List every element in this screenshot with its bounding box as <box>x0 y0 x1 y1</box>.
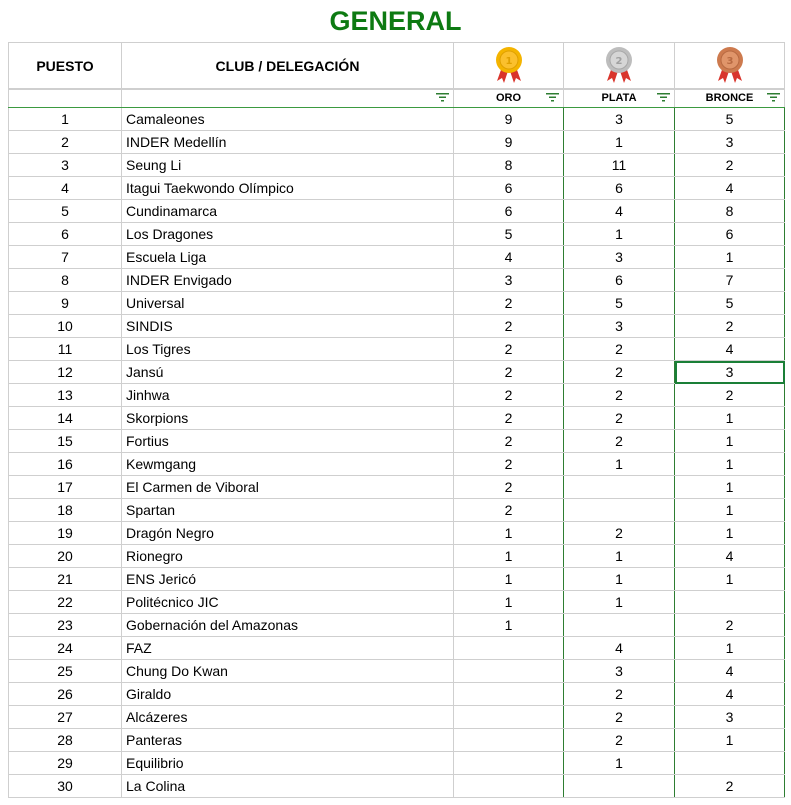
gold-count-cell[interactable]: 6 <box>454 177 564 200</box>
club-cell[interactable]: Rionegro <box>122 545 454 568</box>
rank-cell[interactable]: 9 <box>9 292 122 315</box>
rank-cell[interactable]: 18 <box>9 499 122 522</box>
table-row <box>9 407 785 430</box>
gold-count-cell[interactable]: 2 <box>454 407 564 430</box>
club-cell[interactable]: Cundinamarca <box>122 200 454 223</box>
silver-count-cell[interactable] <box>564 775 675 798</box>
silver-count-cell[interactable] <box>564 614 675 637</box>
rank-cell[interactable]: 28 <box>9 729 122 752</box>
silver-count-cell[interactable]: 6 <box>564 269 675 292</box>
silver-count-cell[interactable]: 1 <box>564 131 675 154</box>
gold-count-cell[interactable]: 1 <box>454 614 564 637</box>
club-cell[interactable]: Seung Li <box>122 154 454 177</box>
gold-count-cell[interactable] <box>454 752 564 775</box>
bronze-count-cell[interactable]: 1 <box>675 476 785 499</box>
rank-cell[interactable]: 21 <box>9 568 122 591</box>
silver-count-cell[interactable]: 2 <box>564 384 675 407</box>
bronze-count-cell[interactable]: 2 <box>675 315 785 338</box>
club-cell[interactable]: Spartan <box>122 499 454 522</box>
table-row <box>9 315 785 338</box>
bronze-count-cell[interactable]: 2 <box>675 614 785 637</box>
rank-cell[interactable]: 26 <box>9 683 122 706</box>
rank-header: PUESTO <box>9 43 122 90</box>
silver-count-cell[interactable]: 2 <box>564 338 675 361</box>
gold-medal-icon <box>491 45 527 85</box>
rank-cell[interactable]: 23 <box>9 614 122 637</box>
club-cell[interactable]: Itagui Taekwondo Olímpico <box>122 177 454 200</box>
gold-count-cell[interactable] <box>454 660 564 683</box>
filter-icon[interactable] <box>767 92 780 102</box>
silver-medal-header <box>564 43 675 90</box>
table-row <box>9 154 785 177</box>
bronze-count-cell[interactable]: 2 <box>675 775 785 798</box>
club-cell[interactable]: El Carmen de Viboral <box>122 476 454 499</box>
silver-count-cell[interactable]: 4 <box>564 637 675 660</box>
table-row <box>9 269 785 292</box>
gold-count-cell[interactable] <box>454 729 564 752</box>
rank-cell[interactable]: 16 <box>9 453 122 476</box>
gold-count-cell[interactable]: 2 <box>454 384 564 407</box>
bronze-count-cell[interactable]: 4 <box>675 545 785 568</box>
club-cell[interactable]: Fortius <box>122 430 454 453</box>
club-cell[interactable]: Equilibrio <box>122 752 454 775</box>
club-cell[interactable]: ENS Jericó <box>122 568 454 591</box>
rank-cell[interactable]: 3 <box>9 154 122 177</box>
gold-count-cell[interactable]: 1 <box>454 591 564 614</box>
club-cell[interactable]: Politécnico JIC <box>122 591 454 614</box>
gold-count-cell[interactable] <box>454 706 564 729</box>
table-row <box>9 131 785 154</box>
rank-cell[interactable]: 5 <box>9 200 122 223</box>
rank-cell[interactable]: 4 <box>9 177 122 200</box>
table-row <box>9 430 785 453</box>
table-row <box>9 729 785 752</box>
gold-count-cell[interactable]: 5 <box>454 223 564 246</box>
silver-count-cell[interactable]: 2 <box>564 522 675 545</box>
gold-count-cell[interactable]: 2 <box>454 361 564 384</box>
bronze-column-label: BRONCE <box>705 92 754 104</box>
rank-cell[interactable]: 1 <box>9 108 122 131</box>
rank-cell[interactable]: 29 <box>9 752 122 775</box>
gold-count-cell[interactable]: 9 <box>454 108 564 131</box>
rank-cell[interactable]: 22 <box>9 591 122 614</box>
silver-count-cell[interactable]: 11 <box>564 154 675 177</box>
bronze-count-cell[interactable]: 1 <box>675 568 785 591</box>
bronze-count-cell[interactable]: 7 <box>675 269 785 292</box>
svg-text:2: 2 <box>615 55 623 67</box>
silver-count-cell[interactable]: 1 <box>564 591 675 614</box>
filter-icon[interactable] <box>546 92 559 102</box>
rank-cell[interactable]: 14 <box>9 407 122 430</box>
club-cell[interactable]: Los Tigres <box>122 338 454 361</box>
bronze-count-cell[interactable]: 4 <box>675 177 785 200</box>
club-cell[interactable]: Panteras <box>122 729 454 752</box>
club-cell[interactable]: Giraldo <box>122 683 454 706</box>
table-row <box>9 706 785 729</box>
table-row <box>9 292 785 315</box>
silver-count-cell[interactable]: 3 <box>564 246 675 269</box>
gold-count-cell[interactable]: 2 <box>454 338 564 361</box>
silver-count-cell[interactable]: 3 <box>564 660 675 683</box>
table-row <box>9 660 785 683</box>
silver-count-cell[interactable]: 1 <box>564 545 675 568</box>
table-row <box>9 338 785 361</box>
club-cell[interactable]: Alcázeres <box>122 706 454 729</box>
table-row <box>9 591 785 614</box>
bronze-count-cell[interactable]: 1 <box>675 246 785 269</box>
rank-cell[interactable]: 8 <box>9 269 122 292</box>
gold-count-cell[interactable]: 1 <box>454 522 564 545</box>
club-cell[interactable]: Gobernación del Amazonas <box>122 614 454 637</box>
club-cell[interactable]: Chung Do Kwan <box>122 660 454 683</box>
club-cell[interactable]: Jansú <box>122 361 454 384</box>
silver-count-cell[interactable]: 4 <box>564 200 675 223</box>
bronze-count-cell[interactable]: 1 <box>675 453 785 476</box>
gold-count-cell[interactable]: 4 <box>454 246 564 269</box>
rank-cell[interactable]: 30 <box>9 775 122 798</box>
bronze-count-cell[interactable]: 4 <box>675 660 785 683</box>
rank-cell[interactable]: 7 <box>9 246 122 269</box>
bronze-medal-header <box>675 43 785 90</box>
bronze-count-cell[interactable]: 5 <box>675 292 785 315</box>
table-row <box>9 108 785 131</box>
table-row <box>9 568 785 591</box>
bronze-count-cell[interactable]: 4 <box>675 338 785 361</box>
table-row <box>9 200 785 223</box>
gold-count-cell[interactable]: 2 <box>454 315 564 338</box>
club-cell[interactable]: Camaleones <box>122 108 454 131</box>
rank-cell[interactable]: 17 <box>9 476 122 499</box>
bronze-count-cell[interactable]: 5 <box>675 108 785 131</box>
club-cell[interactable]: Skorpions <box>122 407 454 430</box>
gold-count-cell[interactable]: 1 <box>454 568 564 591</box>
table-row <box>9 476 785 499</box>
gold-medal-header <box>454 43 564 90</box>
table-row <box>9 522 785 545</box>
rank-cell[interactable]: 24 <box>9 637 122 660</box>
silver-count-cell[interactable] <box>564 476 675 499</box>
table-row <box>9 545 785 568</box>
bronze-filter-cell[interactable] <box>675 89 785 108</box>
club-cell[interactable]: Universal <box>122 292 454 315</box>
gold-count-cell[interactable] <box>454 775 564 798</box>
club-cell[interactable]: SINDIS <box>122 315 454 338</box>
gold-count-cell[interactable]: 9 <box>454 131 564 154</box>
bronze-medal-icon <box>712 45 748 85</box>
gold-column-label: ORO <box>495 92 522 104</box>
bronze-count-cell[interactable]: 4 <box>675 683 785 706</box>
silver-column-label: PLATA <box>601 92 637 104</box>
gold-count-cell[interactable]: 6 <box>454 200 564 223</box>
club-cell[interactable]: INDER Envigado <box>122 269 454 292</box>
bronze-count-cell[interactable]: 3 <box>675 131 785 154</box>
club-cell[interactable]: Los Dragones <box>122 223 454 246</box>
gold-filter-cell[interactable] <box>454 89 564 108</box>
table-row <box>9 637 785 660</box>
table-row <box>9 361 785 384</box>
filter-row <box>9 89 785 108</box>
gold-count-cell[interactable] <box>454 683 564 706</box>
table-row <box>9 246 785 269</box>
silver-count-cell[interactable]: 6 <box>564 177 675 200</box>
filter-icon[interactable] <box>657 92 670 102</box>
table-row <box>9 499 785 522</box>
silver-count-cell[interactable]: 2 <box>564 683 675 706</box>
bronze-count-cell[interactable]: 3 <box>675 706 785 729</box>
gold-count-cell[interactable]: 2 <box>454 292 564 315</box>
svg-text:1: 1 <box>505 55 512 67</box>
rank-cell[interactable]: 11 <box>9 338 122 361</box>
club-header: CLUB / DELEGACIÓN <box>122 43 454 90</box>
rank-cell[interactable]: 27 <box>9 706 122 729</box>
club-cell[interactable]: Kewmgang <box>122 453 454 476</box>
rank-cell[interactable]: 25 <box>9 660 122 683</box>
rank-filter-cell <box>9 89 122 108</box>
gold-count-cell[interactable]: 2 <box>454 499 564 522</box>
silver-count-cell[interactable]: 1 <box>564 223 675 246</box>
silver-count-cell[interactable]: 2 <box>564 706 675 729</box>
club-cell[interactable]: FAZ <box>122 637 454 660</box>
gold-count-cell[interactable]: 2 <box>454 430 564 453</box>
club-cell[interactable]: Dragón Negro <box>122 522 454 545</box>
club-cell[interactable]: Escuela Liga <box>122 246 454 269</box>
rank-cell[interactable]: 10 <box>9 315 122 338</box>
rank-cell[interactable]: 15 <box>9 430 122 453</box>
bronze-count-cell[interactable]: 2 <box>675 154 785 177</box>
table-row <box>9 775 785 798</box>
bronze-count-cell[interactable]: 1 <box>675 637 785 660</box>
table-row <box>9 752 785 775</box>
silver-count-cell[interactable]: 2 <box>564 729 675 752</box>
table-row <box>9 453 785 476</box>
bronze-count-cell[interactable]: 1 <box>675 522 785 545</box>
gold-count-cell[interactable]: 3 <box>454 269 564 292</box>
rank-cell[interactable]: 12 <box>9 361 122 384</box>
bronze-count-cell[interactable] <box>675 591 785 614</box>
table-row <box>9 223 785 246</box>
silver-count-cell[interactable]: 1 <box>564 453 675 476</box>
svg-text:3: 3 <box>726 55 733 67</box>
bronze-count-cell[interactable]: 2 <box>675 384 785 407</box>
bronze-count-cell[interactable] <box>675 752 785 775</box>
rank-cell[interactable]: 13 <box>9 384 122 407</box>
table-row <box>9 177 785 200</box>
club-cell[interactable]: Jinhwa <box>122 384 454 407</box>
silver-count-cell[interactable]: 2 <box>564 407 675 430</box>
silver-count-cell[interactable]: 5 <box>564 292 675 315</box>
club-cell[interactable]: INDER Medellín <box>122 131 454 154</box>
silver-filter-cell[interactable] <box>564 89 675 108</box>
table-row <box>9 614 785 637</box>
bronze-count-cell[interactable]: 6 <box>675 223 785 246</box>
bronze-count-cell[interactable]: 1 <box>675 407 785 430</box>
silver-count-cell[interactable]: 2 <box>564 361 675 384</box>
bronze-count-cell[interactable]: 1 <box>675 499 785 522</box>
gold-count-cell[interactable]: 1 <box>454 545 564 568</box>
gold-count-cell[interactable]: 2 <box>454 476 564 499</box>
gold-count-cell[interactable]: 2 <box>454 453 564 476</box>
gold-count-cell[interactable]: 8 <box>454 154 564 177</box>
standings-table <box>8 88 785 798</box>
bronze-count-cell[interactable]: 1 <box>675 729 785 752</box>
club-filter-cell[interactable] <box>122 89 454 108</box>
table-row <box>9 683 785 706</box>
header-table <box>8 42 785 90</box>
rank-cell[interactable]: 20 <box>9 545 122 568</box>
table-row <box>9 384 785 407</box>
rank-cell[interactable]: 6 <box>9 223 122 246</box>
silver-count-cell[interactable]: 3 <box>564 315 675 338</box>
club-cell[interactable]: La Colina <box>122 775 454 798</box>
silver-count-cell[interactable]: 1 <box>564 568 675 591</box>
rank-cell[interactable]: 2 <box>9 131 122 154</box>
silver-count-cell[interactable]: 2 <box>564 430 675 453</box>
bronze-count-cell[interactable]: 3 <box>675 361 785 384</box>
bronze-count-cell[interactable]: 8 <box>675 200 785 223</box>
silver-count-cell[interactable]: 1 <box>564 752 675 775</box>
filter-icon[interactable] <box>436 92 449 102</box>
bronze-count-cell[interactable]: 1 <box>675 430 785 453</box>
rank-cell[interactable]: 19 <box>9 522 122 545</box>
gold-count-cell[interactable] <box>454 637 564 660</box>
silver-count-cell[interactable]: 3 <box>564 108 675 131</box>
silver-count-cell[interactable] <box>564 499 675 522</box>
page-title: GENERAL <box>329 6 462 36</box>
silver-medal-icon <box>601 45 637 85</box>
